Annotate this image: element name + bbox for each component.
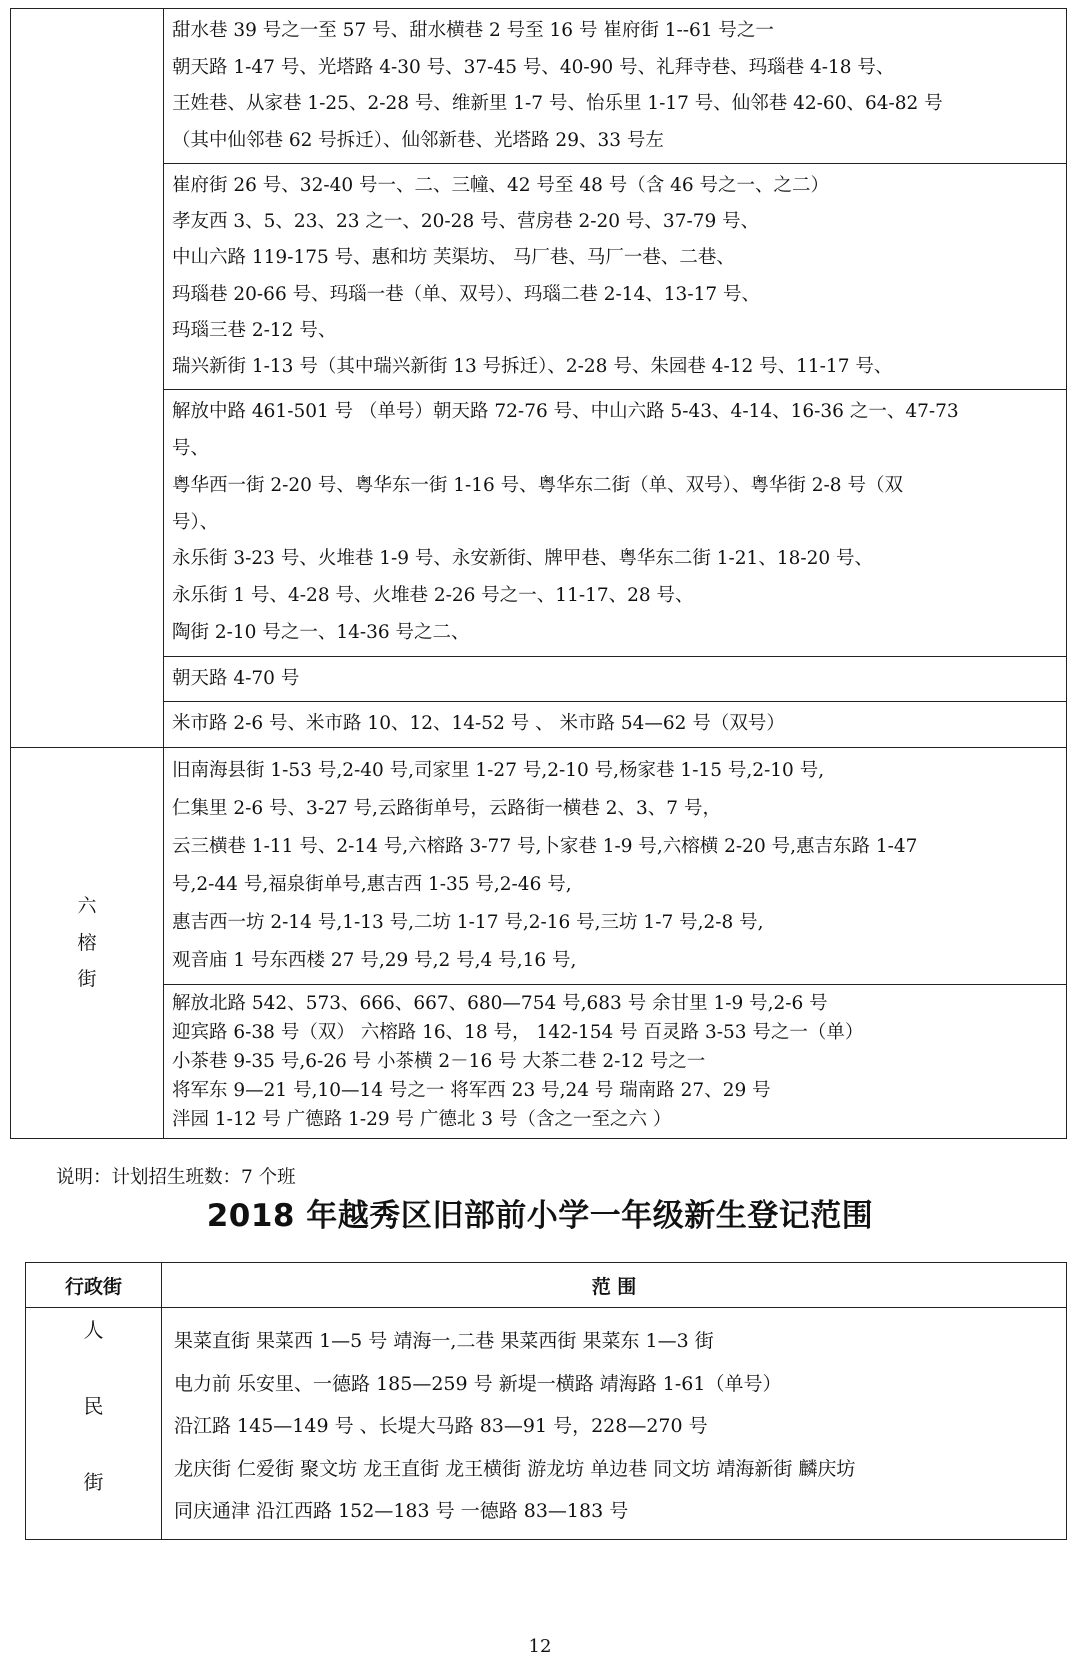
range-line: 果菜直街 果菜西 1—5 号 靖海一,二巷 果菜西街 果菜东 1—3 街: [174, 1330, 714, 1352]
range-line: 号,2-44 号,福泉街单号,惠吉西 1-35 号,2-46 号,: [172, 873, 572, 895]
range-line: 解放中路 461-501 号 （单号）朝天路 72-76 号、中山六路 5-43、4-14、16-36 之一、47-73: [172, 401, 959, 423]
range-line: 沿江路 145—149 号 、长堤大马路 83—91 号，228—270 号: [174, 1415, 708, 1437]
range-line: 玛瑙三巷 2-12 号、: [172, 319, 337, 341]
range-line: 小茶巷 9-35 号,6-26 号 小茶横 2－16 号 大茶二巷 2-12 号之一: [172, 1050, 706, 1072]
street-char: 人: [83, 1318, 104, 1342]
street-char: 榕: [77, 931, 97, 954]
range-line: 同庆通津 沿江西路 152—183 号 一德路 83—183 号: [174, 1500, 629, 1522]
range-cell: [162, 1308, 1067, 1540]
range-line: 云三横巷 1-11 号、2-14 号,六榕路 3-77 号,卜家巷 1-9 号,六榕横 2-20 号,惠吉东路 1-47: [172, 835, 918, 857]
range-line: 旧南海县街 1-53 号,2-40 号,司家里 1-27 号,2-10 号,杨家巷 1-15 号,2-10 号,: [172, 759, 825, 781]
range-cell: [164, 390, 1067, 657]
range-line: 号、: [172, 438, 210, 460]
range-line: 泮园 1-12 号 广德路 1-29 号 广德北 3 号（含之一至之六 ）: [172, 1108, 672, 1130]
enrollment-note: 说明：计划招生班数：7 个班: [56, 1167, 296, 1188]
range-line: 瑞兴新街 1-13 号（其中瑞兴新街 13 号拆迁）、2-28 号、朱园巷 4-12 号、11-17 号、: [172, 356, 893, 378]
range-line: 惠吉西一坊 2-14 号,1-13 号,二坊 1-17 号,2-16 号,三坊 1-7 号,2-8 号,: [172, 911, 764, 933]
range-line: 王姓巷、从家巷 1-25、2-28 号、维新里 1-7 号、怡乐里 1-17 号、仙邻巷 42-60、64-82 号: [172, 93, 943, 114]
range-line: 解放北路 542、573、666、667、680—754 号,683 号 余甘里 1-9 号,2-6 号: [172, 992, 828, 1014]
range-line: 电力前 乐安里、一德路 185—259 号 新堤一横路 靖海路 1-61（单号）: [174, 1372, 782, 1395]
range-cell: [164, 656, 1067, 702]
street-cell-blank: [11, 9, 164, 748]
range-line: （其中仙邻巷 62 号拆迁）、仙邻新巷、光塔路 29、33 号左: [172, 129, 664, 151]
range-cell: [164, 9, 1067, 164]
page-number: 12: [528, 1636, 552, 1657]
range-cell: [164, 984, 1067, 1138]
range-line: 永乐街 3-23 号、火堆巷 1-9 号、永安新街、牌甲巷、粤华东二街 1-21、18-20 号、: [172, 548, 874, 570]
street-name-liurong: [11, 747, 164, 1138]
range-line: 仁集里 2-6 号、3-27 号,云路街单号，云路街一横巷 2、3、7 号，: [172, 797, 721, 819]
range-line: 龙庆街 仁爱街 聚文坊 龙王直街 龙王横街 游龙坊 单边巷 同文坊 靖海新街 麟庆坊: [174, 1457, 856, 1480]
street-char: 六: [77, 895, 97, 918]
range-line: 孝友西 3、5、23、23 之一、20-28 号、营房巷 2-20 号、37-79 号、: [172, 211, 760, 233]
range-cell: [164, 702, 1067, 748]
header-street: 行政街: [26, 1263, 162, 1308]
range-line: 观音庙 1 号东西楼 27 号,29 号,2 号,4 号,16 号,: [172, 949, 577, 971]
range-line: 粤华西一街 2-20 号、粤华东一街 1-16 号、粤华东二街（单、双号）、粤华街 2-8 号（双: [172, 474, 903, 496]
range-line: 中山六路 119-175 号、惠和坊 芙渠坊、 马厂巷、马厂一巷、二巷、: [172, 247, 735, 269]
range-line: 陶街 2-10 号之一、14-36 号之二、: [172, 622, 470, 643]
header-range: 范 围: [162, 1263, 1067, 1308]
jiubuqian-range-table: [25, 1262, 1067, 1540]
street-name-renmin: [26, 1308, 162, 1540]
range-line: 永乐街 1 号、4-28 号、火堆巷 2-26 号之一、11-17、28 号、: [172, 585, 694, 607]
street-char: 民: [83, 1394, 104, 1418]
range-line: 朝天路 4-70 号: [172, 667, 300, 689]
range-line: 玛瑙巷 20-66 号、玛瑙一巷（单、双号）、玛瑙二巷 2-14、13-17 号、: [172, 283, 761, 305]
range-line: 迎宾路 6-38 号（双） 六榕路 16、18 号， 142-154 号 百灵路 3-53 号之一（单）: [172, 1021, 864, 1043]
section-title: 2018 年越秀区旧部前小学一年级新生登记范围: [206, 1198, 874, 1234]
range-cell: [164, 164, 1067, 390]
range-table-continued: [10, 8, 1067, 1139]
range-line: 号）、: [172, 511, 219, 533]
range-line: 朝天路 1-47 号、光塔路 4-30 号、37-45 号、40-90 号、礼拜寺巷、玛瑙巷 4-18 号、: [172, 56, 895, 78]
range-line: 米市路 2-6 号、米市路 10、12、14-52 号 、 米市路 54—62 号（双号）: [172, 713, 785, 735]
range-line: 崔府街 26 号、32-40 号一、二、三幢、42 号至 48 号（含 46 号之一、之二）: [172, 175, 830, 196]
street-char: 街: [77, 968, 97, 991]
range-cell: [164, 747, 1067, 984]
street-char: 街: [83, 1470, 104, 1494]
range-line: 甜水巷 39 号之一至 57 号、甜水横巷 2 号至 16 号 崔府街 1--61 号之一: [172, 20, 774, 41]
range-line: 将军东 9—21 号,10—14 号之一 将军西 23 号,24 号 瑞南路 27、29 号: [172, 1079, 771, 1101]
